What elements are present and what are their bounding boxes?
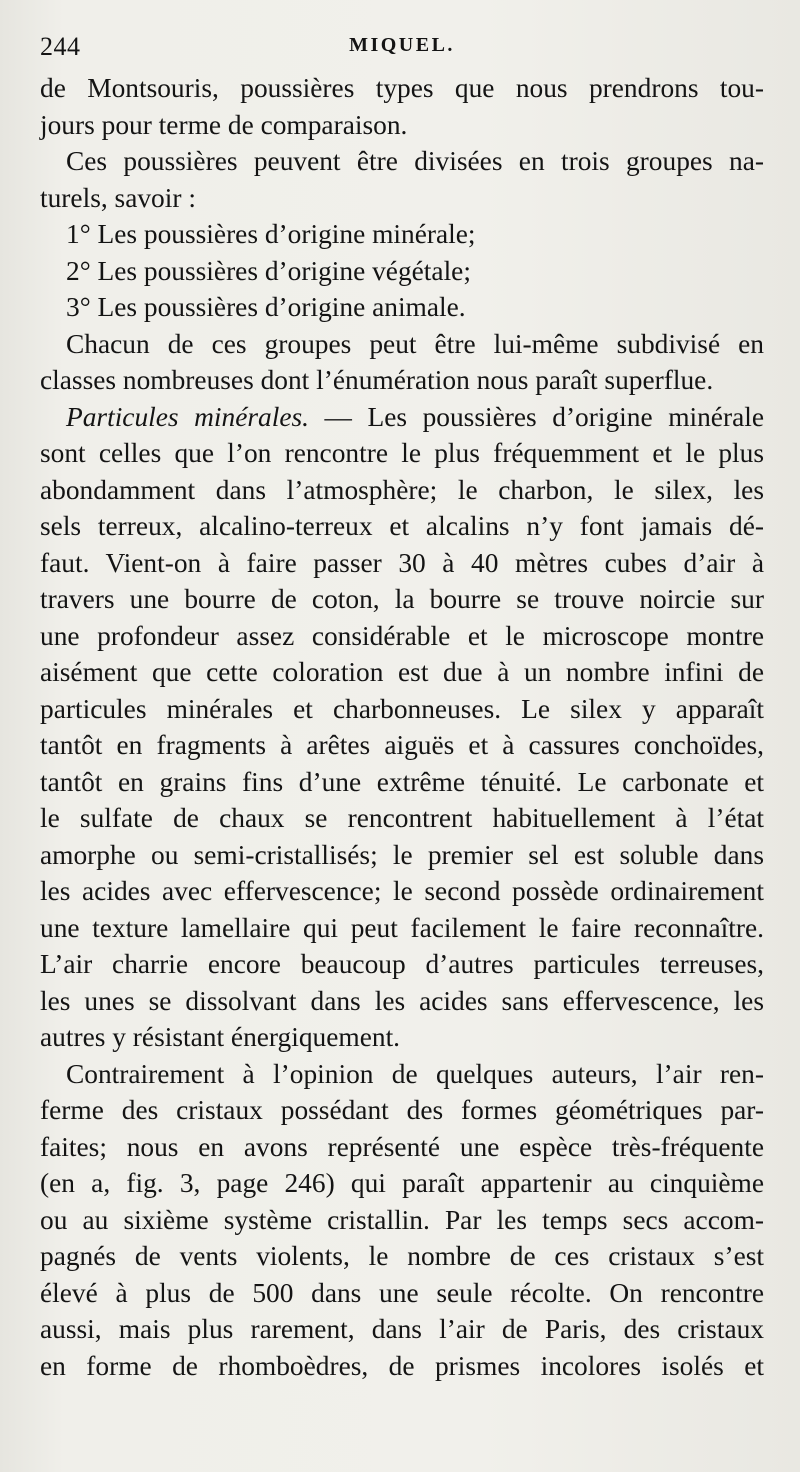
text-line: ferme des cristaux possédant des formes géométriques par- xyxy=(40,1095,764,1125)
text-line: les unes se dissolvant dans les acides sans effervescence, les xyxy=(40,985,764,1016)
text-line: autres y résistant énergiquement. xyxy=(40,1022,401,1052)
text-line: classes nombreuses dont l’énumération nous paraît superflue. xyxy=(40,365,714,395)
text-line: de Montsouris, poussières types que nous prendrons tou- xyxy=(40,73,764,103)
running-head xyxy=(40,28,764,64)
text-line: L’air charrie encore beaucoup d’autres particules terreuses, xyxy=(40,949,764,979)
text-line: Chacun de ces groupes peut être lui-même subdivisé en xyxy=(66,328,764,359)
text-line: ou au sixième système cristallin. Par les temps secs accom- xyxy=(40,1204,764,1235)
paragraph-1 xyxy=(40,70,764,143)
text-line: sels terreux, alcalino-terreux et alcalins n’y font jamais dé- xyxy=(40,511,764,541)
text-line: (en a, fig. 3, page 246) qui paraît appartenir au cinquième xyxy=(40,1168,764,1198)
text-line: faites; nous en avons représenté une espèce très-fréquente xyxy=(40,1131,764,1162)
text-line: élevé à plus de 500 dans une seule récolte. On rencontre xyxy=(40,1277,764,1308)
text-line: abondamment dans l’atmosphère; le charbon, le silex, les xyxy=(40,474,764,505)
text-line: aisément que cette coloration est due à un nombre infini de xyxy=(40,657,764,687)
paragraph-2 xyxy=(40,143,764,216)
text-line: une texture lamellaire qui peut facilement le faire reconnaître. xyxy=(40,912,764,943)
paragraph-crystals xyxy=(40,1056,764,1385)
text-line: tantôt en fragments à arêtes aiguës et à cassures conchoïdes, xyxy=(40,730,764,760)
text-line: amorphe ou semi-cristallisés; le premier sel est soluble dans xyxy=(40,839,764,870)
text-line: en forme de rhomboèdres, de prismes incolores isolés et xyxy=(40,1350,764,1381)
page-number: 244 xyxy=(40,32,81,61)
text-line: tantôt en grains fins d’une extrême ténuité. Le carbonate et xyxy=(40,766,764,797)
text-line: Contrairement à l’opinion de quelques auteurs, l’air ren- xyxy=(66,1058,764,1089)
list-item: 3° Les poussières d’origine animale. xyxy=(66,292,466,322)
dust-groups-list xyxy=(40,216,764,326)
header-author: MIQUEL. xyxy=(349,34,455,56)
section-title: Particules minérales. xyxy=(66,401,310,432)
text-line: une profondeur assez considérable et le microscope montre xyxy=(40,620,764,651)
text-line xyxy=(40,399,764,436)
text-line: le sulfate de chaux se rencontrent habituellement à l’état xyxy=(40,803,764,833)
text-line: sont celles que l’on rencontre le plus fréquemment et le plus xyxy=(40,438,764,468)
paragraph-mineral-particles xyxy=(40,399,764,1056)
body-text xyxy=(40,70,764,1384)
text-fragment: Les poussières d’origine minérale xyxy=(367,401,765,432)
text-line: jours pour terme de comparaison. xyxy=(40,109,408,140)
text-line: particules minérales et charbonneuses. Le silex y apparaît xyxy=(40,693,764,724)
text-line: pagnés de vents violents, le nombre de ces cristaux s’est xyxy=(40,1241,764,1271)
text-line: turels, savoir : xyxy=(40,182,196,213)
text-line: aussi, mais plus rarement, dans l’air de Paris, des cristaux xyxy=(40,1314,764,1344)
list-item: 1° Les poussières d’origine minérale; xyxy=(66,219,476,249)
paragraph-3 xyxy=(40,326,764,399)
text-line: travers une bourre de coton, la bourre se trouve noircie sur xyxy=(40,584,764,614)
text-line: les acides avec effervescence; le second possède ordinairement xyxy=(40,876,764,906)
list-item: 2° Les poussières d’origine végétale; xyxy=(66,255,471,286)
text-line: Ces poussières peuvent être divisées en trois groupes na- xyxy=(66,146,764,176)
text-line: faut. Vient-on à faire passer 30 à 40 mètres cubes d’air à xyxy=(40,547,764,578)
title-dash: — xyxy=(309,401,368,432)
